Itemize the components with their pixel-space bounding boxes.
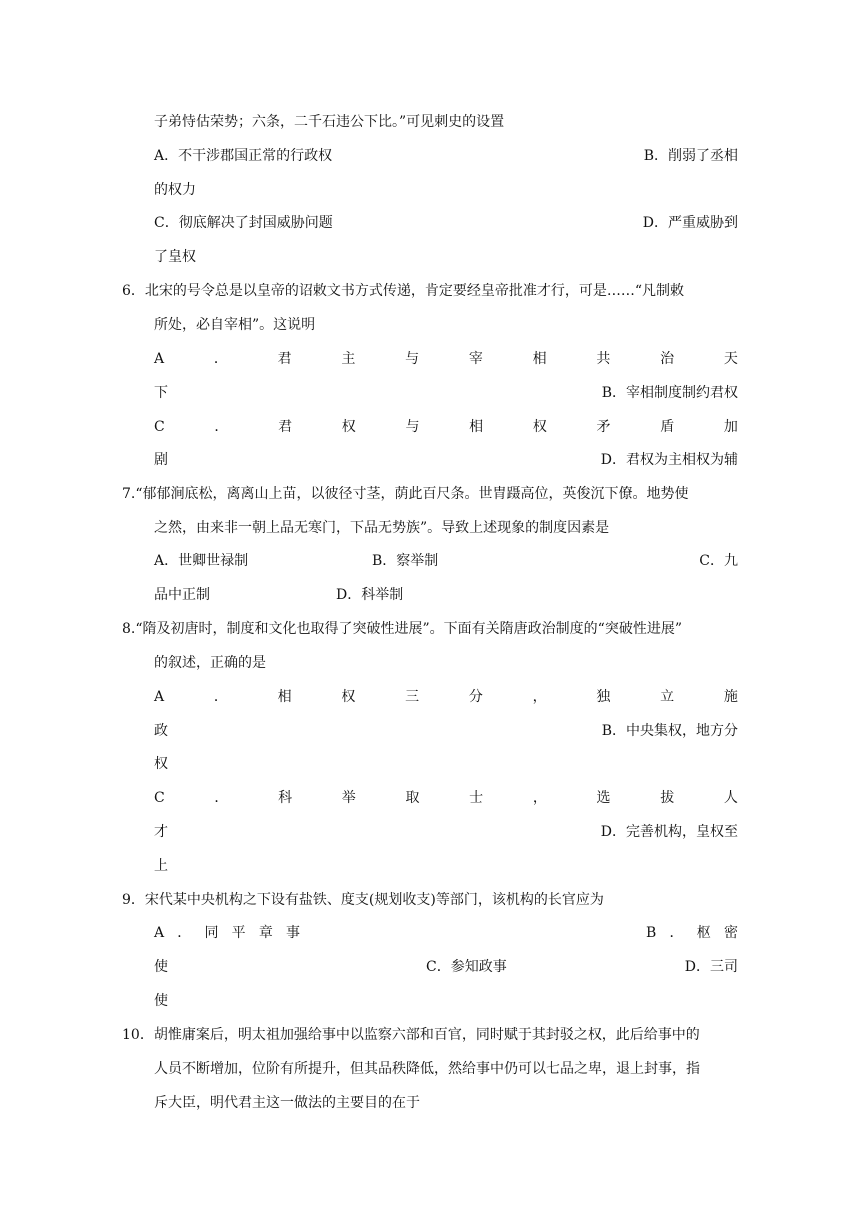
q9-option-a-char: 事 xyxy=(285,925,300,941)
q8-option-c-char: ． xyxy=(214,790,229,806)
q6-option-a xyxy=(154,349,738,369)
q6-option-c-char: 权 xyxy=(532,419,547,435)
q7-option-d: D．科举制 xyxy=(336,587,404,603)
q9-option-a-char: A xyxy=(154,925,165,941)
q6-stem-continued: 所处，必自宰相”。这说明 xyxy=(154,317,316,333)
q6-option-a-char: 相 xyxy=(532,351,547,367)
q6-option-c-char: C xyxy=(154,419,165,435)
q8-option-c-continued: 才 xyxy=(154,824,168,840)
q8-option-a-char: 独 xyxy=(596,689,611,705)
q6-option-a-char: 君 xyxy=(277,351,292,367)
q6-option-a-continued: 下 xyxy=(154,385,168,401)
q8-stem: 8.“隋及初唐时，制度和文化也取得了突破性进展”。下面有关隋唐政治制度的“突破性进展” xyxy=(122,621,682,637)
q5-option-d-continued: 了皇权 xyxy=(154,249,196,265)
q6-option-a-char: 治 xyxy=(660,351,675,367)
q6-option-c-char: 矛 xyxy=(596,419,611,435)
q8-option-c-char: ， xyxy=(532,790,547,806)
q8-option-c-char: C xyxy=(154,790,165,806)
q8-option-a-char: 施 xyxy=(723,689,738,705)
q8-option-a-char: ． xyxy=(213,689,228,705)
q9-option-b-continued: 使 xyxy=(154,959,168,975)
q5-stem-tail: 子弟恃估荣势；六条，二千石违公下比。”可见刺史的设置 xyxy=(154,114,505,130)
q9-option-c: C．参知政事 xyxy=(426,959,507,975)
q8-stem-continued: 的叙述，正确的是 xyxy=(154,655,266,671)
q8-option-a-continued: 政 xyxy=(154,723,168,739)
q7-stem-continued: 之然，由来非一朝上品无寒门，下品无势族”。导致上述现象的制度因素是 xyxy=(154,520,610,536)
q8-option-c-char: 取 xyxy=(405,790,420,806)
q8-option-a xyxy=(154,687,738,707)
q10-stem-continued: 人员不断增加，位阶有所提升，但其品秩降低，然给事中仍可以七品之卑，退上封事，指 xyxy=(154,1061,700,1077)
q8-option-c xyxy=(154,788,738,808)
q9-option-a xyxy=(154,923,300,943)
q5-option-b: B．削弱了丞相 xyxy=(643,148,738,164)
q6-option-c-char: 君 xyxy=(278,419,293,435)
q8-option-c-char: 拔 xyxy=(660,790,675,806)
q9-option-a-char: 同 xyxy=(204,925,219,941)
q6-option-c-char: 与 xyxy=(405,419,420,435)
q8-option-a-char: 权 xyxy=(341,689,356,705)
q8-option-d-continued: 上 xyxy=(154,858,168,874)
q9-option-d: D．三司 xyxy=(684,959,738,975)
q5-option-a: A．不干涉郡国正常的行政权 xyxy=(154,148,333,164)
q6-stem: 6．北宋的号令总是以皇帝的诏敕文书方式传递，肯定要经皇帝批准才行，可是……“凡制敕 xyxy=(122,283,685,299)
q8-option-d: D．完善机构，皇权至 xyxy=(600,824,738,840)
q5-option-d: D．严重威胁到 xyxy=(642,215,738,231)
q5-option-b-continued: 的权力 xyxy=(154,182,196,198)
q9-option-d-continued: 使 xyxy=(154,993,168,1009)
q6-option-c-char: ． xyxy=(214,419,229,435)
q6-option-a-char: ． xyxy=(213,351,228,367)
q8-option-a-char: 立 xyxy=(660,689,675,705)
q8-option-c-char: 科 xyxy=(278,790,293,806)
q8-option-c-char: 士 xyxy=(469,790,484,806)
q6-option-a-char: A xyxy=(154,351,165,367)
q9-option-a-char: 章 xyxy=(258,925,273,941)
q8-option-a-char: 相 xyxy=(277,689,292,705)
q6-option-a-char: 主 xyxy=(341,351,356,367)
q10-stem: 10．胡惟庸案后，明太祖加强给事中以监察六部和百官，同时赋于其封驳之权，此后给事中的 xyxy=(122,1027,700,1043)
q9-option-a-char: ． xyxy=(177,925,192,941)
q8-option-c-char: 举 xyxy=(341,790,356,806)
q8-option-c-char: 选 xyxy=(596,790,611,806)
q10-stem-continued: 斥大臣，明代君主这一做法的主要目的在于 xyxy=(154,1095,420,1111)
q6-option-c-continued: 剧 xyxy=(154,452,168,468)
q7-option-a: A．世卿世禄制 xyxy=(154,553,249,569)
q6-option-c-char: 加 xyxy=(723,419,738,435)
q5-option-c: C．彻底解决了封国威胁问题 xyxy=(154,215,333,231)
q8-option-c-char: 人 xyxy=(723,790,738,806)
q6-option-a-char: 天 xyxy=(723,351,738,367)
q8-option-a-char: A xyxy=(154,689,165,705)
q8-option-a-char: ， xyxy=(532,689,547,705)
q8-option-a-char: 三 xyxy=(405,689,420,705)
q9-stem: 9．宋代某中央机构之下设有盐铁、度支(规划收支)等部门，该机构的长官应为 xyxy=(122,892,604,908)
q9-option-a-char: 平 xyxy=(231,925,246,941)
q9-option-b xyxy=(646,923,738,943)
q6-option-c xyxy=(154,417,738,437)
q8-option-b-continued: 权 xyxy=(154,756,168,772)
q6-option-a-char: 与 xyxy=(405,351,420,367)
q8-option-a-char: 分 xyxy=(468,689,483,705)
q9-option-b-char: B xyxy=(646,925,657,941)
q6-option-c-char: 权 xyxy=(341,419,356,435)
q6-option-a-char: 宰 xyxy=(468,351,483,367)
q9-option-b-char: 枢 xyxy=(696,925,711,941)
q7-option-b: B．察举制 xyxy=(372,553,439,569)
q7-stem: 7.“郁郁涧底松，离离山上苗，以彼径寸茎，荫此百尺条。世胄蹑高位，英俊沉下僚。地势使 xyxy=(122,486,689,502)
q7-option-c: C．九 xyxy=(699,553,738,569)
q9-option-b-char: 密 xyxy=(724,925,738,941)
q6-option-a-char: 共 xyxy=(596,351,611,367)
q6-option-b: B．宰相制度制约君权 xyxy=(601,385,738,401)
q6-option-d: D．君权为主相权为辅 xyxy=(600,452,738,468)
q9-option-b-char: ． xyxy=(669,925,684,941)
q6-option-c-char: 相 xyxy=(469,419,484,435)
q7-option-c-continued: 品中正制 xyxy=(154,587,210,603)
q8-option-b: B．中央集权，地方分 xyxy=(601,723,738,739)
q6-option-c-char: 盾 xyxy=(660,419,675,435)
